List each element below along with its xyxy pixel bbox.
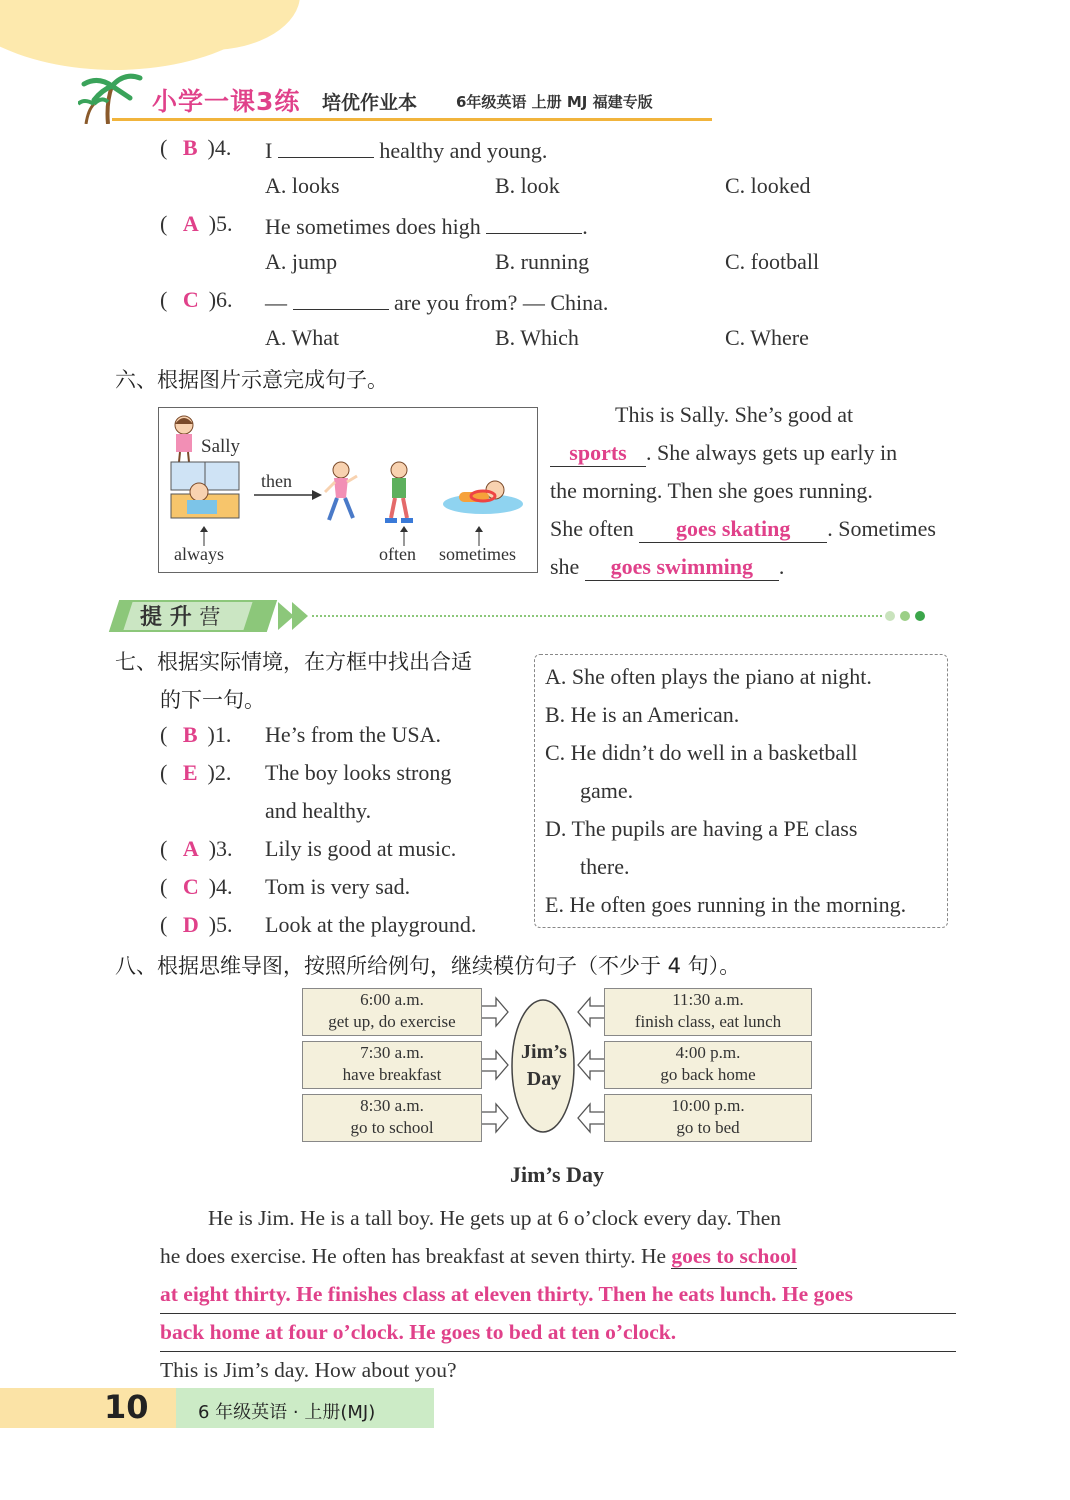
header-rule [112,118,712,121]
mind-map-node: 8:30 a.m. go to school [302,1094,482,1142]
page-number: 10 [104,1388,149,1426]
banner-dotted-line [312,615,882,617]
option-b: B. Which [495,325,579,350]
then-label: then [261,471,292,491]
essay-title: Jim’s Day [510,1162,604,1187]
brand-title: 小学一课3练 [152,87,301,116]
answer-blank[interactable] [278,135,374,158]
option-b: B. look [495,173,560,198]
mind-map-node: 4:00 p.m. go back home [604,1041,812,1089]
swimming-kid-icon [439,470,525,518]
banner-title: 提 升 营 [140,605,221,630]
option-e: E. He often goes running in the morning. [545,892,907,917]
answer-sports: sports [550,440,646,467]
mind-map-center: Jim’s Day [521,1041,567,1090]
picture-panel [158,407,538,573]
answer-mark: A [182,211,199,236]
footer-label: 6 年级英语 · 上册(MJ) [198,1402,376,1423]
then-arrow-icon [254,488,324,502]
skating-kid-icon [379,460,419,526]
mind-map-node: 10:00 p.m. go to bed [604,1094,812,1142]
section-7-title-cont: 的下一句。 [160,688,265,712]
sally-girl-icon [167,414,201,462]
option-a: A. She often plays the piano at night. [545,664,872,689]
section-7-title: 七、根据实际情境，在方框中找出合适 [115,650,472,674]
sally-label: Sally [201,436,241,457]
section-6-title: 六、根据图片示意完成句子。 [115,368,388,392]
answer-mark: B [182,135,198,160]
banner-arrow-icon [276,600,312,632]
option-a: A. looks [265,173,340,198]
answer-goes-skating: goes skating [639,516,827,543]
always-label: always [174,544,224,564]
header-grade: 6年级英语 上册 MJ 福建专版 [456,93,653,111]
option-c: C. Where [725,325,809,350]
option-a: A. jump [265,249,338,274]
answer-blank[interactable] [486,211,582,234]
option-c: C. He didn’t do well in a basketball [545,740,858,765]
option-a: A. What [265,325,340,350]
section-8-title: 八、根据思维导图，按照所给例句，继续模仿句子（不少于 4 句）。 [115,954,741,978]
mind-map-node: 6:00 a.m. get up, do exercise [302,988,482,1036]
answer-mark: C [182,287,199,312]
header-subtitle: 培优作业本 [322,92,418,114]
answer-blank[interactable] [293,287,389,310]
running-kid-icon [321,460,361,526]
palm-tree-icon [78,68,148,124]
option-c: C. looked [725,173,811,198]
answer-goes-swimming: goes swimming [585,554,779,581]
bed-wakeup-icon [169,460,241,522]
mind-map-node: 7:30 a.m. have breakfast [302,1041,482,1089]
option-d: D. The pupils are having a PE class [545,816,858,841]
often-label: often [379,544,416,564]
option-b: B. He is an American. [545,702,740,727]
option-b: B. running [495,249,590,274]
sometimes-label: sometimes [439,544,516,564]
option-c: C. football [725,249,820,274]
mind-map-node: 11:30 a.m. finish class, eat lunch [604,988,812,1036]
banner-dots-icon [884,609,928,623]
